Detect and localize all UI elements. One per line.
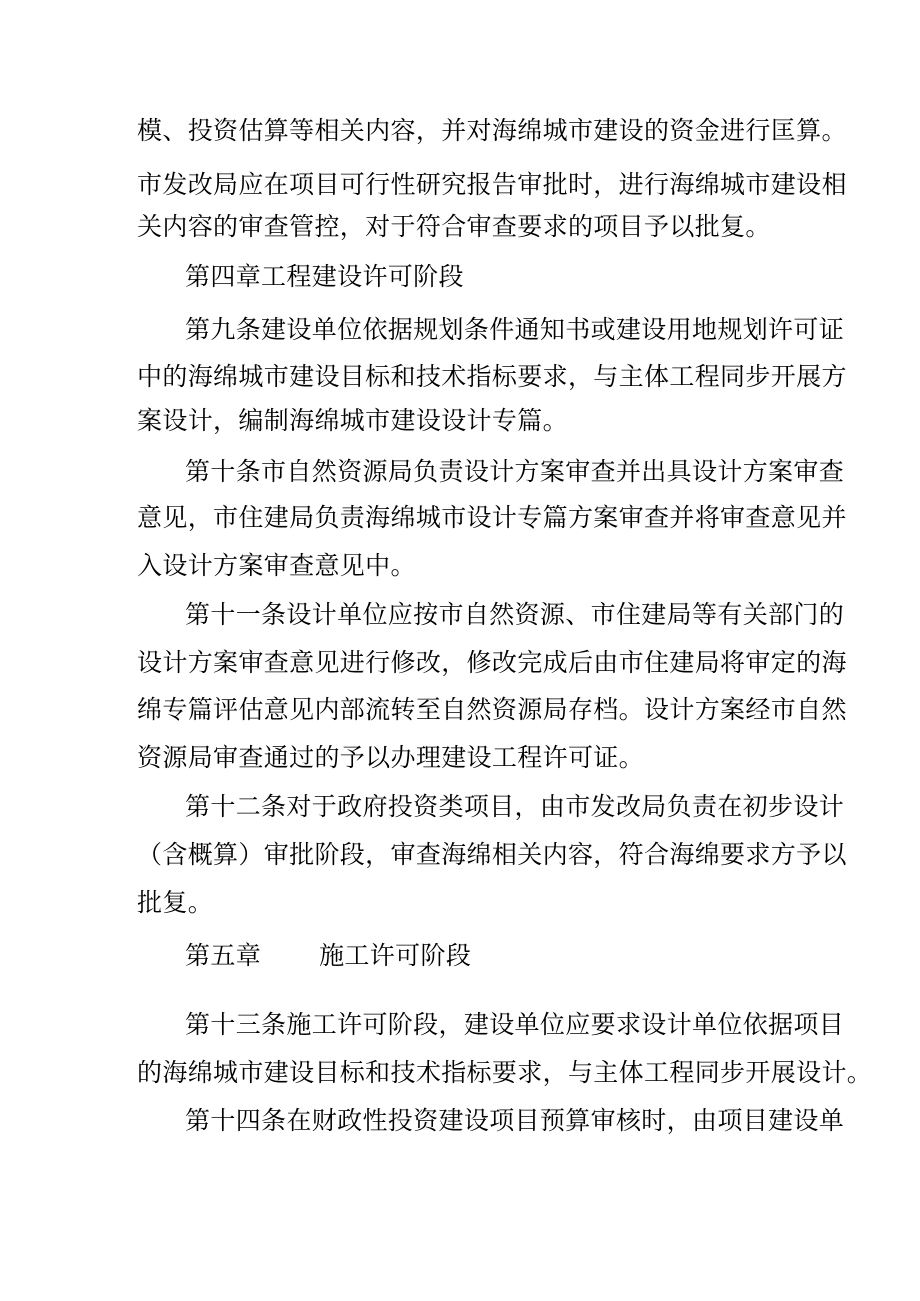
chapter-5-number: 第五章: [185, 941, 262, 970]
chapter-4-heading: 第四章工程建设许可阶段: [185, 262, 464, 291]
text-line-8: 第十条市自然资源局负责设计方案审查并出具设计方案审查: [185, 457, 845, 486]
text-line-11: 第十一条设计单位应按市自然资源、市住建局等有关部门的: [185, 600, 845, 629]
text-line-10: 入设计方案审查意见中。: [137, 551, 416, 580]
text-line-14: 资源局审查通过的予以办理建设工程许可证。: [137, 743, 645, 772]
chapter-5-heading: [185, 943, 471, 968]
text-line-3: 关内容的审查管控，对于符合审查要求的项目予以批复。: [137, 212, 771, 241]
text-line-19: 第十三条施工许可阶段，建设单位应要求设计单位依据项目: [185, 1010, 845, 1039]
text-line-6: 中的海绵城市建设目标和技术指标要求，与主体工程同步开展方: [137, 362, 847, 391]
text-line-16: （含概算）审批阶段，审查海绵相关内容，符合海绵要求方予以: [137, 840, 847, 869]
text-line-13: 绵专篇评估意见内部流转至自然资源局存档。设计方案经市自然: [137, 695, 847, 724]
text-line-20: 的海绵城市建设目标和技术指标要求，与主体工程同步开展设计。: [137, 1058, 873, 1087]
text-line-9: 意见，市住建局负责海绵城市设计专篇方案审查并将审查意见并: [137, 503, 847, 532]
text-line-21: 第十四条在财政性投资建设项目预算审核时，由项目建设单: [185, 1106, 845, 1135]
text-line-2: 市发改局应在项目可行性研究报告审批时，进行海绵城市建设相: [137, 170, 847, 199]
text-line-12: 设计方案审查意见进行修改，修改完成后由市住建局将审定的海: [137, 648, 847, 677]
text-line-7: 案设计，编制海绵城市建设设计专篇。: [137, 406, 568, 435]
text-line-15: 第十二条对于政府投资类项目，由市发改局负责在初步设计: [185, 792, 845, 821]
text-line-1: 模、投资估算等相关内容，并对海绵城市建设的资金进行匡算。: [137, 116, 847, 145]
chapter-5-title: 施工许可阶段: [319, 941, 472, 970]
text-line-5: 第九条建设单位依据规划条件通知书或建设用地规划许可证: [185, 315, 845, 344]
text-line-17: 批复。: [137, 888, 214, 917]
